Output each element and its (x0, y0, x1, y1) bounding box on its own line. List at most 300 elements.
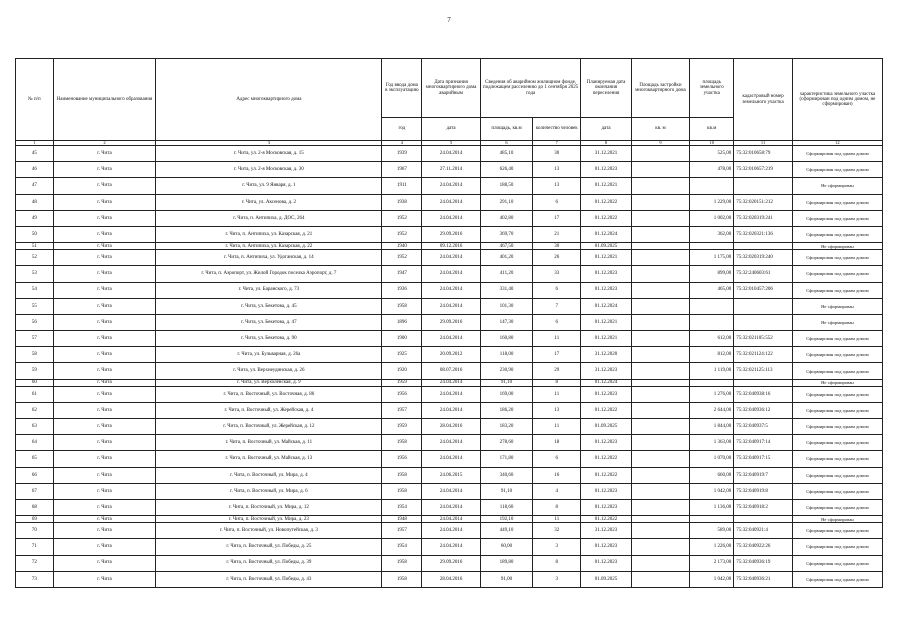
planned-date-cell: 31.12.2020 (581, 347, 631, 363)
land-area-cell: 1 070,00 (690, 451, 734, 467)
cadastral-cell: 75:32:010657:219 (734, 162, 793, 178)
year-cell: 1952 (382, 210, 422, 226)
land-area-cell (690, 516, 734, 523)
emergency-date-cell: 24.04.2014 (422, 194, 481, 210)
cadastral-cell: 75:32:040917:15 (734, 451, 793, 467)
header-planned-date: Планируемая дата окончания переселения (581, 59, 631, 118)
address-cell: г. Чита, п. Восточный, ул. Мира, д. 12 (156, 499, 382, 515)
emergency-date-cell: 24.04.2014 (422, 402, 481, 418)
row-number: 72 (16, 555, 54, 571)
municipality-cell: г. Чита (53, 363, 156, 379)
people-cell: 26 (533, 250, 581, 266)
housing-register-table (15, 58, 883, 588)
area-cell: 331,40 (480, 282, 532, 298)
build-area-cell (631, 146, 690, 162)
land-area-cell (690, 178, 734, 194)
municipality-cell: г. Чита (53, 298, 156, 314)
build-area-cell (631, 243, 690, 250)
municipality-cell: г. Чита (53, 571, 156, 587)
build-area-cell (631, 539, 690, 555)
people-cell: 13 (533, 402, 581, 418)
row-number: 62 (16, 402, 54, 418)
people-cell: 11 (533, 386, 581, 402)
row-number: 73 (16, 571, 54, 587)
emergency-date-cell: 20.09.2012 (422, 347, 481, 363)
build-area-cell (631, 282, 690, 298)
row-number: 48 (16, 194, 54, 210)
address-cell: г. Чита, ул. Бекетова, д. 47 (156, 314, 382, 330)
municipality-cell: г. Чита (53, 314, 156, 330)
year-cell: 1896 (382, 314, 422, 330)
table-row (16, 523, 883, 539)
cadastral-cell: 75:32:010457:206 (734, 282, 793, 298)
build-area-cell (631, 435, 690, 451)
land-area-cell (690, 243, 734, 250)
emergency-date-cell: 24.04.2014 (422, 499, 481, 515)
address-cell: г. Чита, п. Восточный, ул. Победы, д. 43 (156, 571, 382, 587)
people-cell: 13 (533, 162, 581, 178)
address-cell: г. Чита, п. Антипиха, д. ДОС, 264 (156, 210, 382, 226)
row-number: 56 (16, 314, 54, 330)
land-area-cell: 1 226,00 (690, 539, 734, 555)
table-row (16, 266, 883, 282)
area-cell: 171,80 (480, 451, 532, 467)
characteristic-cell: Сформирован под одним домом (792, 162, 882, 178)
row-number: 46 (16, 162, 54, 178)
municipality-cell: г. Чита (53, 483, 156, 499)
land-area-cell (690, 298, 734, 314)
build-area-cell (631, 379, 690, 386)
municipality-cell: г. Чита (53, 539, 156, 555)
characteristic-cell: Не сформирован (792, 516, 882, 523)
land-area-cell: 362,00 (690, 226, 734, 242)
build-area-cell (631, 331, 690, 347)
cadastral-cell: 75:32:040919:7 (734, 467, 793, 483)
land-area-cell: 899,00 (690, 266, 734, 282)
characteristic-cell: Сформирован под одним домом (792, 347, 882, 363)
build-area-cell (631, 194, 690, 210)
planned-date-cell: 01.12.2023 (581, 539, 631, 555)
cadastral-cell (734, 298, 793, 314)
emergency-date-cell: 29.09.2016 (422, 555, 481, 571)
characteristic-cell: Сформирован под одним домом (792, 226, 882, 242)
address-cell: г. Чита, п. Аэропорт, ул. Жилой Городок поселка Аэропорт, д. 7 (156, 266, 382, 282)
area-cell: 60,00 (480, 539, 532, 555)
year-cell: 1900 (382, 331, 422, 347)
row-number: 69 (16, 516, 54, 523)
planned-date-cell: 01.12.2022 (581, 516, 631, 523)
area-cell: 402,80 (480, 210, 532, 226)
row-number: 64 (16, 435, 54, 451)
emergency-date-cell: 24.04.2014 (422, 483, 481, 499)
characteristic-cell: Не сформирован (792, 298, 882, 314)
year-cell: 1956 (382, 386, 422, 402)
emergency-date-cell: 24.04.2014 (422, 331, 481, 347)
people-cell: 6 (533, 194, 581, 210)
area-cell: 278,60 (480, 435, 532, 451)
area-cell: 340,60 (480, 467, 532, 483)
header-emergency-date: Дата признания многоквартирного дома аварийным (422, 59, 481, 118)
build-area-cell (631, 347, 690, 363)
area-cell: 449,10 (480, 523, 532, 539)
cadastral-cell (734, 314, 793, 330)
people-cell: 17 (533, 347, 581, 363)
table-row (16, 226, 883, 242)
characteristic-cell: Сформирован под одним домом (792, 194, 882, 210)
column-number: 6 (480, 141, 532, 146)
people-cell: 6 (533, 282, 581, 298)
people-cell: 16 (533, 467, 581, 483)
area-cell: 485,10 (480, 146, 532, 162)
emergency-date-cell: 24.04.2014 (422, 435, 481, 451)
municipality-cell: г. Чита (53, 523, 156, 539)
cadastral-cell: 75:32:040937:5 (734, 419, 793, 435)
planned-date-cell: 01.12.2023 (581, 499, 631, 515)
table-row (16, 555, 883, 571)
characteristic-cell: Не сформирован (792, 178, 882, 194)
table-row (16, 178, 883, 194)
area-cell: 626,40 (480, 162, 532, 178)
emergency-date-cell: 24.04.2014 (422, 178, 481, 194)
municipality-cell: г. Чита (53, 451, 156, 467)
land-area-cell: 525,00 (690, 146, 734, 162)
municipality-cell: г. Чита (53, 243, 156, 250)
row-number: 67 (16, 483, 54, 499)
cadastral-cell: 75:32:040921:4 (734, 523, 793, 539)
emergency-date-cell: 24.04.2014 (422, 266, 481, 282)
address-cell: г. Чита, п. Восточный, ул. Новопутейская, д. 3 (156, 523, 382, 539)
subheader-people: количество человек (533, 118, 581, 141)
subheader-year: год (382, 118, 422, 141)
characteristic-cell: Сформирован под одним домом (792, 467, 882, 483)
municipality-cell: г. Чита (53, 146, 156, 162)
header-build-area: Площадь застройки многоквартирного дома (631, 59, 690, 118)
build-area-cell (631, 250, 690, 266)
cadastral-cell: 75:32:040938:16 (734, 386, 793, 402)
year-cell: 1925 (382, 347, 422, 363)
people-cell: 8 (533, 379, 581, 386)
row-number: 65 (16, 451, 54, 467)
column-number: 9 (631, 141, 690, 146)
land-area-cell: 1 276,00 (690, 386, 734, 402)
build-area-cell (631, 386, 690, 402)
address-cell: г. Чита, п. Антипиха, ул. Казарская, д. 22 (156, 243, 382, 250)
land-area-cell: 478,00 (690, 162, 734, 178)
cadastral-cell (734, 516, 793, 523)
table-row (16, 435, 883, 451)
address-cell: г. Чита, ул. Аксенова, д. 2 (156, 194, 382, 210)
planned-date-cell: 31.12.2023 (581, 523, 631, 539)
build-area-cell (631, 178, 690, 194)
build-area-cell (631, 516, 690, 523)
planned-date-cell: 01.12.2022 (581, 210, 631, 226)
column-number: 12 (792, 141, 882, 146)
planned-date-cell: 01.12.2023 (581, 555, 631, 571)
land-area-cell: 812,00 (690, 347, 734, 363)
land-area-cell: 612,00 (690, 331, 734, 347)
year-cell: 1954 (382, 499, 422, 515)
table-row (16, 282, 883, 298)
municipality-cell: г. Чита (53, 419, 156, 435)
characteristic-cell: Сформирован под одним домом (792, 282, 882, 298)
land-area-cell: 1 119,00 (690, 363, 734, 379)
table-row (16, 483, 883, 499)
emergency-date-cell: 24.04.2014 (422, 146, 481, 162)
land-area-cell: 2 173,00 (690, 555, 734, 571)
row-number: 71 (16, 539, 54, 555)
planned-date-cell: 01.12.2021 (581, 250, 631, 266)
cadastral-cell: 75:32:040936:21 (734, 571, 793, 587)
characteristic-cell: Сформирован под одним домом (792, 363, 882, 379)
municipality-cell: г. Чита (53, 379, 156, 386)
municipality-cell: г. Чита (53, 266, 156, 282)
year-cell: 1939 (382, 146, 422, 162)
planned-date-cell: 31.12.2023 (581, 363, 631, 379)
planned-date-cell: 01.12.2022 (581, 451, 631, 467)
cadastral-cell: 75:32:040919:8 (734, 483, 793, 499)
area-cell: 188,50 (480, 178, 532, 194)
municipality-cell: г. Чита (53, 194, 156, 210)
area-cell: 230,90 (480, 363, 532, 379)
people-cell: 29 (533, 363, 581, 379)
address-cell: г. Чита, п. Антипиха, ул. Удоганская, д. 14 (156, 250, 382, 266)
year-cell: 1958 (382, 571, 422, 587)
land-area-cell: 1 136,00 (690, 499, 734, 515)
area-cell: 401,20 (480, 250, 532, 266)
characteristic-cell: Сформирован под одним домом (792, 331, 882, 347)
area-cell: 291,10 (480, 194, 532, 210)
column-number: 4 (382, 141, 422, 146)
year-cell: 1958 (382, 555, 422, 571)
municipality-cell: г. Чита (53, 435, 156, 451)
people-cell: 21 (533, 226, 581, 242)
year-cell: 1958 (382, 467, 422, 483)
emergency-date-cell: 24.04.2014 (422, 210, 481, 226)
land-area-cell: 660,00 (690, 467, 734, 483)
cadastral-cell: 75:32:040936:19 (734, 555, 793, 571)
address-cell: г. Чита, ул. 2-я Московская, д. 15 (156, 146, 382, 162)
table-row (16, 347, 883, 363)
header-emergency-fund: Сведения об аварийном жилищном фонде, подлежащем расселению до 1 сентября 2025 года (480, 59, 581, 118)
row-number: 53 (16, 266, 54, 282)
land-area-cell: 1 363,00 (690, 435, 734, 451)
characteristic-cell: Не сформирован (792, 243, 882, 250)
planned-date-cell: 01.12.2021 (581, 314, 631, 330)
address-cell: г. Чита, п. Восточный, ул. Жерейская, д. 4 (156, 402, 382, 418)
area-cell: 411,20 (480, 266, 532, 282)
row-number: 66 (16, 467, 54, 483)
table-row (16, 386, 883, 402)
column-number: 3 (156, 141, 382, 146)
characteristic-cell: Сформирован под одним домом (792, 419, 882, 435)
people-cell: 32 (533, 523, 581, 539)
year-cell: 1954 (382, 539, 422, 555)
people-cell: 3 (533, 539, 581, 555)
people-cell: 11 (533, 419, 581, 435)
year-cell: 1958 (382, 483, 422, 499)
emergency-date-cell: 28.04.2016 (422, 571, 481, 587)
cadastral-cell (734, 243, 793, 250)
row-number: 47 (16, 178, 54, 194)
table-row (16, 467, 883, 483)
emergency-date-cell: 24.04.2014 (422, 379, 481, 386)
land-area-cell: 1 042,00 (690, 483, 734, 499)
build-area-cell (631, 226, 690, 242)
emergency-date-cell: 28.04.2016 (422, 419, 481, 435)
address-cell: г. Чита, ул. Бекетова, д. 90 (156, 331, 382, 347)
area-cell: 467,50 (480, 243, 532, 250)
table-row (16, 194, 883, 210)
year-cell: 1958 (382, 435, 422, 451)
year-cell: 1920 (382, 363, 422, 379)
address-cell: г. Чита, п. Восточный, ул. Победы, д. 39 (156, 555, 382, 571)
area-cell: 186,20 (480, 402, 532, 418)
address-cell: г. Чита, ул. Бульварная, д. 26а (156, 347, 382, 363)
column-number: 1 (16, 141, 54, 146)
emergency-date-cell: 09.12.2016 (422, 243, 481, 250)
build-area-cell (631, 499, 690, 515)
land-area-cell: 1 175,00 (690, 250, 734, 266)
subheader-planned-date: дата (581, 118, 631, 141)
row-number: 70 (16, 523, 54, 539)
planned-date-cell: 01.12.2023 (581, 435, 631, 451)
characteristic-cell: Не сформирован (792, 314, 882, 330)
municipality-cell: г. Чита (53, 499, 156, 515)
address-cell: г. Чита, ул. Баранского, д. 73 (156, 282, 382, 298)
planned-date-cell: 01.12.2021 (581, 331, 631, 347)
cadastral-cell: 75:32:021105:552 (734, 331, 793, 347)
header-num: № п/п (16, 59, 54, 141)
row-number: 51 (16, 243, 54, 250)
year-cell: 1911 (382, 178, 422, 194)
emergency-date-cell: 08.07.2016 (422, 363, 481, 379)
cadastral-cell: 75:32:240603:61 (734, 266, 793, 282)
land-area-cell: 465,00 (690, 282, 734, 298)
emergency-date-cell: 24.04.2014 (422, 451, 481, 467)
build-area-cell (631, 419, 690, 435)
emergency-date-cell: 24.04.2014 (422, 516, 481, 523)
characteristic-cell: Сформирован под одним домом (792, 435, 882, 451)
characteristic-cell: Не сформирован (792, 379, 882, 386)
area-cell: 160,80 (480, 331, 532, 347)
municipality-cell: г. Чита (53, 386, 156, 402)
table-row (16, 419, 883, 435)
characteristic-cell: Сформирован под одним домом (792, 523, 882, 539)
people-cell: 6 (533, 314, 581, 330)
people-cell: 4 (533, 483, 581, 499)
table-row (16, 516, 883, 523)
column-number: 11 (734, 141, 793, 146)
planned-date-cell: 01.12.2023 (581, 386, 631, 402)
planned-date-cell: 01.09.2025 (581, 243, 631, 250)
year-cell: 1958 (382, 298, 422, 314)
row-number: 50 (16, 226, 54, 242)
row-number: 59 (16, 363, 54, 379)
land-area-cell (690, 314, 734, 330)
subheader-build-area: кв. м (631, 118, 690, 141)
area-cell: 192,10 (480, 516, 532, 523)
area-cell: 189,80 (480, 555, 532, 571)
table-body (16, 146, 883, 588)
cadastral-cell: 75:32:020321:136 (734, 226, 793, 242)
year-cell: 1947 (382, 266, 422, 282)
build-area-cell (631, 210, 690, 226)
land-area-cell: 2 644,00 (690, 402, 734, 418)
planned-date-cell: 01.12.2022 (581, 194, 631, 210)
address-cell: г. Чита, ул. Верхоленская, д. 9 (156, 379, 382, 386)
area-cell: 369,70 (480, 226, 532, 242)
build-area-cell (631, 571, 690, 587)
year-cell: 1959 (382, 419, 422, 435)
area-cell: 101,30 (480, 298, 532, 314)
year-cell: 1936 (382, 282, 422, 298)
header-address: Адрес многоквартирного дома (156, 59, 382, 141)
table-row (16, 250, 883, 266)
column-number: 7 (533, 141, 581, 146)
characteristic-cell: Сформирован под одним домом (792, 555, 882, 571)
build-area-cell (631, 298, 690, 314)
table-row (16, 499, 883, 515)
municipality-cell: г. Чита (53, 516, 156, 523)
header-cadastral: кадастровый номер земельного участка (734, 59, 793, 141)
cadastral-cell: 75:32:021124:122 (734, 347, 793, 363)
land-area-cell: 1 229,00 (690, 194, 734, 210)
characteristic-cell: Сформирован под одним домом (792, 451, 882, 467)
address-cell: г. Чита, ул. 2-я Московская, д. 30 (156, 162, 382, 178)
address-cell: г. Чита, п. Восточный, ул. Мира, д. 6 (156, 483, 382, 499)
subheader-land-area: кв.м (690, 118, 734, 141)
address-cell: г. Чита, п. Восточный, ул. Майская, д. 13 (156, 451, 382, 467)
municipality-cell: г. Чита (53, 226, 156, 242)
characteristic-cell: Сформирован под одним домом (792, 386, 882, 402)
address-cell: г. Чита, ул. 9 Января, д. 1 (156, 178, 382, 194)
build-area-cell (631, 523, 690, 539)
row-number: 57 (16, 331, 54, 347)
year-cell: 1938 (382, 194, 422, 210)
table-row (16, 314, 883, 330)
planned-date-cell: 01.12.2023 (581, 282, 631, 298)
address-cell: г. Чита, п. Восточный, ул. Жерейская, д. 12 (156, 419, 382, 435)
municipality-cell: г. Чита (53, 402, 156, 418)
area-cell: 147,30 (480, 314, 532, 330)
municipality-cell: г. Чита (53, 282, 156, 298)
column-number: 2 (53, 141, 156, 146)
planned-date-cell: 01.12.2023 (581, 162, 631, 178)
build-area-cell (631, 467, 690, 483)
build-area-cell (631, 483, 690, 499)
characteristic-cell: Сформирован под одним домом (792, 483, 882, 499)
year-cell: 1952 (382, 226, 422, 242)
area-cell: 118,60 (480, 499, 532, 515)
emergency-date-cell: 24.04.2014 (422, 250, 481, 266)
people-cell: 11 (533, 331, 581, 347)
cadastral-cell: 75:32:020319:241 (734, 210, 793, 226)
characteristic-cell: Сформирован под одним домом (792, 266, 882, 282)
build-area-cell (631, 451, 690, 467)
header-characteristic: характеристика земельного участка (сформирован под одним домом, не сформирован) (792, 59, 882, 141)
characteristic-cell: Сформирован под одним домом (792, 210, 882, 226)
subheader-date: дата (422, 118, 481, 141)
row-number: 54 (16, 282, 54, 298)
municipality-cell: г. Чита (53, 555, 156, 571)
land-area-cell (690, 379, 734, 386)
cadastral-cell (734, 379, 793, 386)
people-cell: 13 (533, 178, 581, 194)
build-area-cell (631, 314, 690, 330)
people-cell: 30 (533, 243, 581, 250)
planned-date-cell: 01.12.2022 (581, 402, 631, 418)
year-cell: 1952 (382, 250, 422, 266)
